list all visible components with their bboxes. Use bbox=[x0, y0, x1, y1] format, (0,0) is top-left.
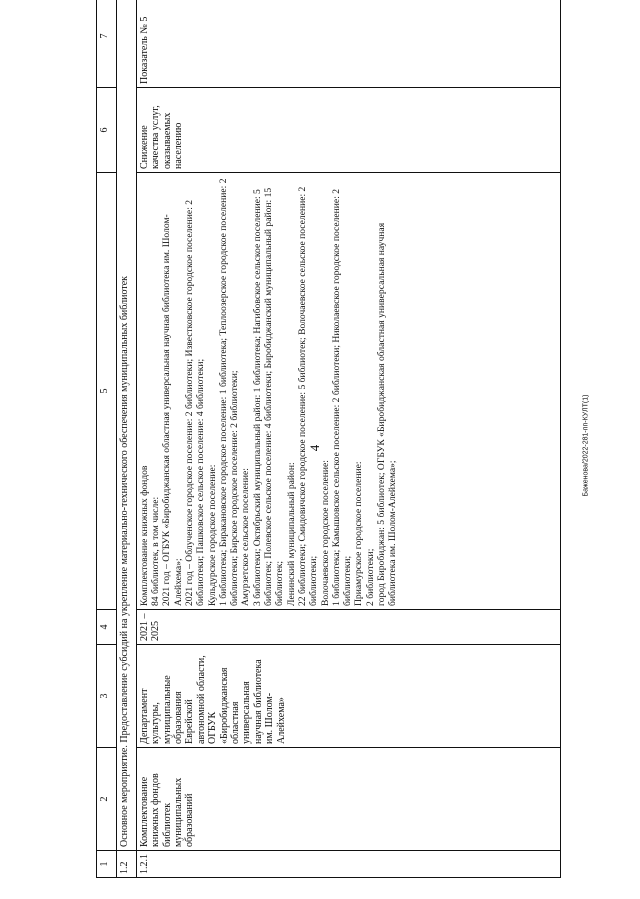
row-indicator: Показатель № 5 bbox=[136, 0, 560, 88]
header-col-7: 7 bbox=[97, 0, 117, 88]
table-row bbox=[136, 0, 560, 878]
result-line: 2021 год – ОГБУК «Биробиджанская областная универсальная научная библиотека им. Шолом-Алейхема»; bbox=[161, 214, 184, 606]
result-line: Волочаевское городское поселение: bbox=[319, 460, 331, 606]
page-number: 4 bbox=[307, 444, 322, 452]
row-expected-result bbox=[136, 173, 560, 610]
section-number: 1.2 bbox=[116, 851, 136, 878]
result-line: 2 библиотеки; bbox=[364, 548, 376, 606]
header-col-3: 3 bbox=[97, 645, 117, 748]
header-col-4: 4 bbox=[97, 610, 117, 645]
header-col-2: 2 bbox=[97, 748, 117, 851]
result-line: 1 библиотека; Биракановское городское поселение: 1 библиотека; Теплоозерское городское поселение: 2 библиотеки; Бирское городское поселение: 2 библиотеки; bbox=[217, 178, 241, 606]
table-header-row bbox=[97, 0, 117, 878]
row-period: 2021 – 2025 bbox=[136, 610, 560, 645]
program-table bbox=[96, 0, 561, 878]
result-line: 2021 год – Облученское городское поселение: 2 библиотеки; Известковское городское поселение: 2 библиотеки; Пашковское сельское поселение: 4 библиотеки; bbox=[183, 199, 207, 606]
result-line: Комплектование книжных фондов bbox=[138, 465, 150, 606]
result-line: 3 библиотеки; Октябрьский муниципальный район: 1 библиотека; Нагибовское сельское поселение: 5 библиотек; Полевское сельское поселение: 4 библиотеки; Биробиджанский муниципальный район: 15 библиотек; bbox=[251, 187, 286, 606]
result-line: Ленинский муниципальный район: bbox=[285, 462, 297, 606]
section-row bbox=[116, 0, 136, 878]
result-line: Приамурское городское поселение: bbox=[353, 461, 365, 606]
result-line: 1 библиотека; Камышовское сельское поселение: 2 библиотеки; Николаевское городское поселение: 2 библиотеки; bbox=[330, 188, 354, 606]
header-col-1: 1 bbox=[97, 851, 117, 878]
header-col-5: 5 bbox=[97, 173, 117, 610]
row-executor: Департамент культуры, муниципальные образования Еврейской автономной области, ОГБУК «Биробиджанская областная универсальная научная библиотека им. Шолом-Алейхема» bbox=[136, 645, 560, 748]
footer-reference-text: Баженова/2022-281-пп-КУЛТ(1) bbox=[582, 394, 590, 497]
header-col-6: 6 bbox=[97, 88, 117, 173]
row-number: 1.2.1 bbox=[136, 851, 560, 878]
row-risk-consequence: Снижение качества услуг, оказываемых населению bbox=[136, 88, 560, 173]
result-line: 84 библиотек, в том числе: bbox=[150, 496, 162, 606]
result-line: Кульдурское городское поселение: bbox=[206, 464, 218, 606]
row-activity-name: Комплектование книжных фондов библиотек муниципальных образований bbox=[136, 748, 560, 851]
rotated-table-container bbox=[96, 16, 561, 878]
result-line: Амурзетское сельское поселение: bbox=[240, 468, 252, 606]
result-line: 22 библиотеки; Смидовичское городское поселение: 5 библиотек; Волочаевское сельское поселение: 2 библиотеки; bbox=[296, 186, 320, 606]
section-title: Основное мероприятие. Предоставление субсидий на укрепление материально-технического обеспечения муниципальных библиотек bbox=[116, 0, 136, 851]
result-line: город Биробиджан: 5 библиотек; ОГБУК «Биробиджанская областная универсальная научная библиотека им. Шолом-Алейхема»; bbox=[376, 222, 399, 606]
